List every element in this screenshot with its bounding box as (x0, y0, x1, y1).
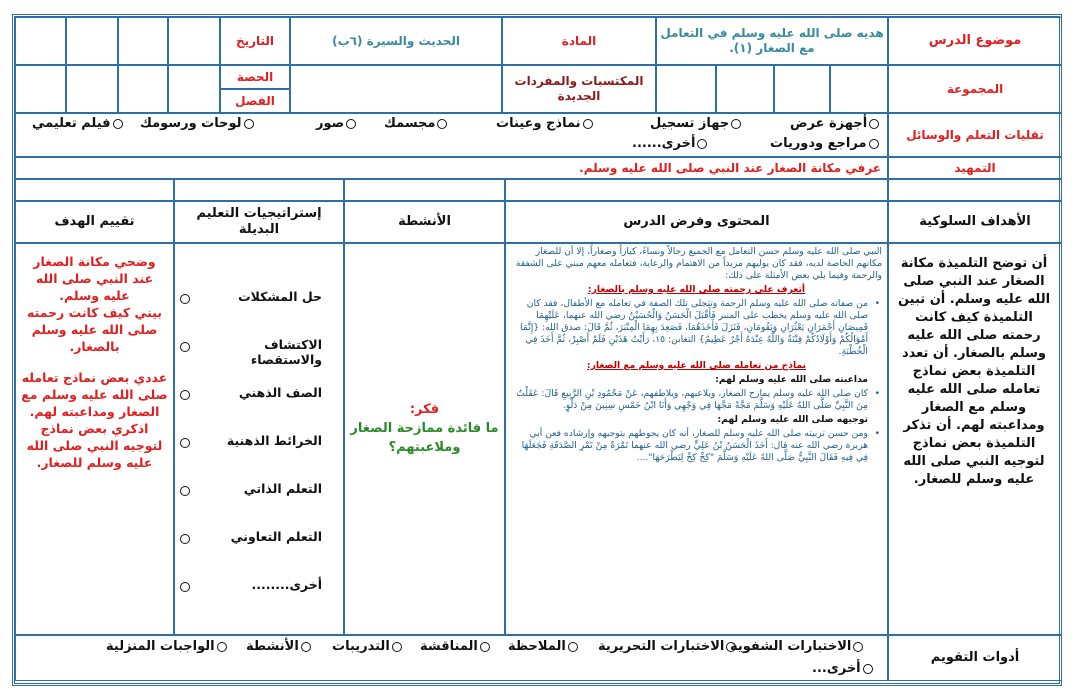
strategy-item[interactable]: حل المشكلات (180, 289, 336, 329)
strategy-item[interactable]: التعلم الذاتي (180, 481, 336, 521)
radio-icon (180, 342, 190, 352)
assessment-item-4: اذكري بعض نماذج لتوجيه النبي صلى الله عليه وسلم للصغار. (26, 421, 163, 470)
radio-icon (180, 294, 190, 304)
activity-question: ما فائدة ممازحة الصغار وملاعبتهم؟ (350, 421, 499, 455)
strategy-item[interactable]: التعلم التعاوني (180, 529, 336, 569)
radio-icon (346, 119, 356, 129)
radio-icon (217, 642, 227, 652)
spacer-cell-4 (174, 179, 344, 201)
radio-icon (244, 119, 254, 129)
strategy-item[interactable]: أخرى........ (180, 577, 336, 617)
radio-icon (180, 582, 190, 592)
radio-icon (180, 390, 190, 400)
assessment-item-1: وضحي مكانة الصغار عند النبي صلى الله عليه وسلم. (33, 254, 156, 303)
radio-icon (180, 534, 190, 544)
evaluation-label: أدوات التقويم (888, 635, 1062, 681)
radio-icon (392, 642, 402, 652)
evaluation-option-exercises[interactable]: التدريبات (332, 639, 402, 654)
content-subheading-models: نماذج من تعامله صلى الله عليه وسلم مع الصغار: (586, 360, 807, 371)
date-cell-2 (118, 17, 168, 65)
radio-icon (480, 642, 490, 652)
period-cell-1 (168, 65, 220, 113)
vocab-label: المكتسبات والمفردات الجديدة (502, 65, 656, 113)
date-cell-4 (15, 17, 66, 65)
resource-option-projectors[interactable]: أجهزة عرض (790, 116, 879, 131)
radio-icon (726, 642, 736, 652)
resource-option-samples[interactable]: نماذج وعينات (496, 116, 593, 131)
radio-icon (863, 664, 873, 674)
resource-option-boards[interactable]: لوحات ورسومك (140, 116, 254, 131)
radio-icon (301, 642, 311, 652)
content-paragraph-playfulness: • كان صلى الله عليه وسلم يمازح الصغار، ويلاعبهم، ويلاطفهم، عَنْ مَحْمُودِ بْنِ الرَّبِيعِ قَالَ: عَقَلْتُ مِنَ النَّبِيِّ صَلَّى اللهُ عَلَيْهِ وَسَلَّمَ مَجَّةً مَجَّهَا فِي وَجْهِي وَأَنَا ابْنُ خَمْسِ سِنِينَ مِنْ دَلْوٍ. (511, 388, 882, 412)
content-paragraph-mercy: • من صفاته صلى الله عليه وسلم الرحمة وتتجلى تلك الصفة في تعامله مع الأطفال، فقد كان صلى الله عليه وسلم يخطب على المنبر فَأَقْبَلَ الْحَسَنُ وَالْحُسَيْنُ رضي الله عنهما، عَلَيْهِمَا قَمِيصَانِ أَحْمَرَانِ يَعْثُرَانِ وَيَقُومَانِ، فَنَزَلَ فَأَخَذَهُمَا، فَصَعِدَ بِهِمَا الْمِنْبَرَ، ثُمَّ قَالَ: صدق الله: {إِنَّمَا أَمْوَالُكُمْ وَأَوْلَادُكُمْ فِتْنَةٌ وَاللَّهُ عِنْدَهُ أَجْرٌ عَظِيمٌ} التغابن: ١٥، رَأَيْتُ هَذَيْنِ فَلَمْ أَصْبِرْ، ثُمَّ أَخَذَ فِي الْخُطْبَةِ. (511, 298, 882, 358)
content-heading-playfulness: مداعبته صلى الله عليه وسلم لهم: (715, 374, 868, 385)
spacer-cell-1 (888, 179, 1062, 201)
period-cell-4 (15, 65, 66, 113)
assessment-header: تقييم الهدف (15, 201, 174, 243)
radio-icon (869, 119, 879, 129)
content-subheading-mercy: أتعرف على رحمته صلى الله عليه وسلم بالصغار: (587, 284, 806, 295)
period-cell-2 (118, 65, 168, 113)
activity-block (344, 400, 505, 457)
content-heading-guidance: توجيهه صلى الله عليه وسلم لهم: (717, 414, 868, 425)
goals-header: الأهداف السلوكية (888, 201, 1062, 243)
activity-label: فكر: (409, 402, 440, 417)
activities-header: الأنشطة (344, 201, 505, 243)
strategies-list (174, 243, 344, 635)
strategy-item[interactable]: الخرائط الذهنية (180, 433, 336, 473)
lesson-topic-value: هديه صلى الله عليه وسلم في التعامل مع الصغار (١). (656, 17, 888, 65)
assessment-text (15, 243, 174, 635)
assessment-item-2: بيني كيف كانت رحمته صلى الله عليه وسلم بالصغار. (26, 305, 163, 354)
intro-text: عرفي مكانة الصغار عند النبي صلى الله عليه وسلم. (579, 160, 881, 175)
resource-option-models[interactable]: مجسمك (384, 116, 447, 131)
group-cell-4 (656, 65, 716, 113)
vocab-value (290, 65, 502, 113)
date-cell-1 (168, 17, 220, 65)
intro-label: التمهيد (888, 157, 1062, 179)
radio-icon (568, 642, 578, 652)
evaluation-option-written[interactable]: الاختبارات التحريرية (598, 639, 736, 654)
spacer-cell-3 (344, 179, 505, 201)
resource-option-references[interactable]: مراجع ودوريات (770, 136, 879, 151)
resources-label: تقليات التعلم والوسائل (888, 113, 1062, 157)
period-label: الحصة (220, 65, 290, 89)
date-cell-3 (66, 17, 118, 65)
evaluation-option-discussion[interactable]: المناقشة (420, 639, 490, 654)
resource-option-recorder[interactable]: جهاز تسجيل (650, 116, 741, 131)
spacer-cell-5 (15, 179, 174, 201)
group-label: المجموعة (888, 65, 1062, 113)
evaluation-option-activities[interactable]: الأنشطة (246, 639, 311, 654)
radio-icon (869, 139, 879, 149)
radio-icon (853, 642, 863, 652)
goals-text: أن توضح التلميذة مكانة الصغار عند النبي صلى الله عليه وسلم. أن تبين التلميذة كيف كانت رحمته صلى الله عليه وسلم بالصغار. أن تعدد التلميذة بعض نماذج تعامله صلى الله عليه وسلم مع الصغار ومداعبته لهم. أن تذكر التلميذة بعض نماذج لتوجيه النبي صلى الله عليه وسلم للصغار. (897, 256, 1051, 487)
resource-option-other[interactable]: أخرى...... (632, 136, 707, 151)
assessment-item-3: عددي بعض نماذج تعامله صلى الله عليه وسلم مع الصغار ومداعبته لهم. (21, 370, 168, 419)
group-cell-2 (774, 65, 830, 113)
radio-icon (583, 119, 593, 129)
strategies-header: إستراتيجيات التعليم البديلة (174, 201, 344, 243)
lesson-topic-label: موضوع الدرس (888, 17, 1062, 65)
class-label: الفصل (220, 89, 290, 113)
lesson-content (505, 244, 888, 634)
subject-label: المادة (502, 17, 656, 65)
strategy-item[interactable]: الاكتشاف والاستقصاء (180, 337, 336, 377)
group-cell-3 (716, 65, 774, 113)
group-cell-1 (830, 65, 888, 113)
content-intro: النبي صلى الله عليه وسلم حسن التعامل مع الجميع رجالاً ونساءً، كباراً وصغاراً، إلا أن للصغار مكانهم الخاصة لديه، فقد كان يوليهم مزيداً من الاهتمام والرعاية، فتعامله معهم مبني على الشفقة والرحمة وفيما يلي بعض الأمثلة على ذلك: (515, 246, 882, 281)
strategy-item[interactable]: الصف الذهني (180, 385, 336, 425)
radio-icon (731, 119, 741, 129)
subject-value: الحديث والسيرة (٦ب) (290, 17, 502, 65)
spacer-cell-2 (505, 179, 888, 201)
date-label: التاريخ (220, 17, 290, 65)
intro-value (15, 157, 888, 179)
period-cell-3 (66, 65, 118, 113)
radio-icon (180, 438, 190, 448)
evaluation-option-observation[interactable]: الملاحظة (508, 639, 578, 654)
resource-option-film[interactable]: فيلم تعليمي (32, 116, 123, 131)
evaluation-option-homework[interactable]: الواجبات المنزلية (106, 639, 227, 654)
content-header: المحتوى وفرض الدرس (505, 201, 888, 243)
content-paragraph-guidance: • ومن حسن تربيته صلى الله عليه وسلم للصغار، أنه كان يحوطهم بتوجيهه وإرشاده فعن أبي هريرة رضي الله عنه قال: أَخَذَ الْحَسَنُ بْنُ عَلِيٍّ رضي الله عنهما تَمْرَةً مِنْ تَمْرِ الصَّدَقَةِ فَجَعَلَهَا فِي فِيهِ فَقَالَ النَّبِيُّ صَلَّى اللهُ عَلَيْهِ وَسَلَّمَ "كِخْ كِخْ لِيَطْرَحَهَا".... (511, 428, 882, 464)
radio-icon (437, 119, 447, 129)
radio-icon (113, 119, 123, 129)
radio-icon (697, 139, 707, 149)
evaluation-option-oral[interactable]: الاختبارات الشفوية (730, 639, 863, 654)
radio-icon (180, 486, 190, 496)
evaluation-option-other[interactable]: أخرى... (812, 661, 873, 676)
resource-option-pictures[interactable]: صور (316, 116, 356, 131)
